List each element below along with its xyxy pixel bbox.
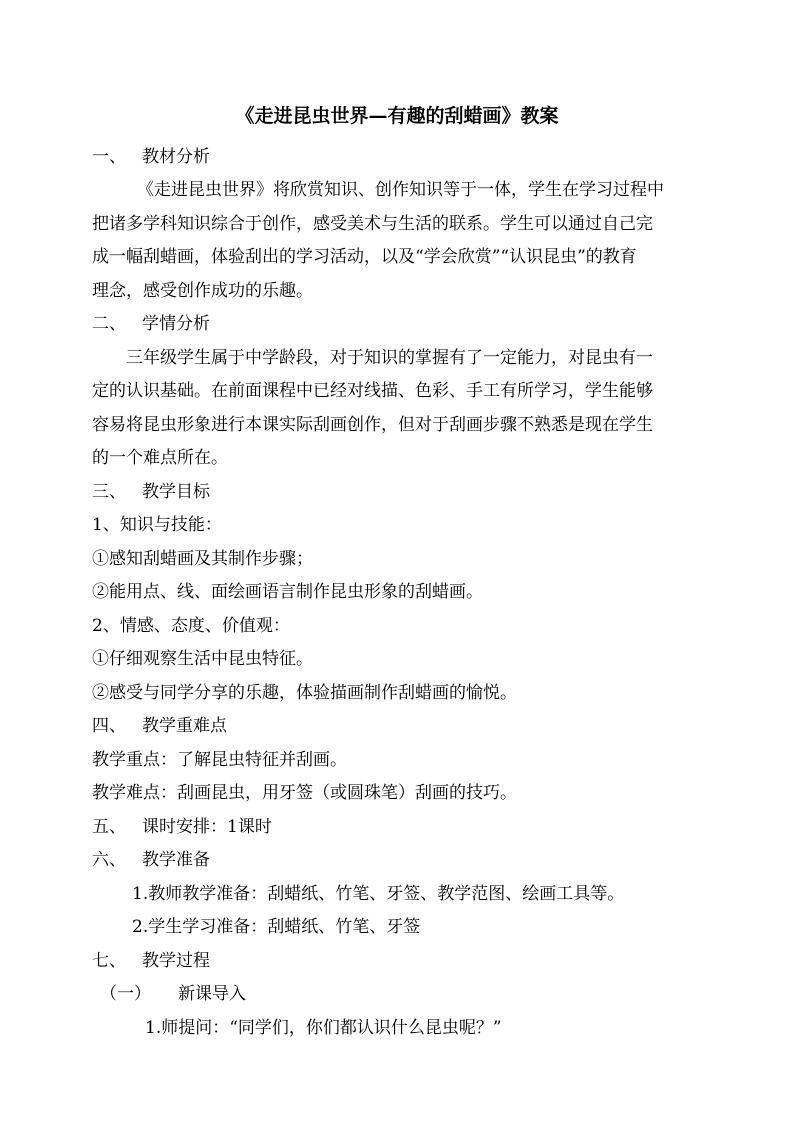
- section-heading-1: [92, 147, 210, 167]
- section-number: 一、: [92, 147, 126, 167]
- paragraph-line: 成一幅刮蜡画，体验刮出的学习活动，以及“学会欣赏”“认识昆虫”的教育: [92, 247, 637, 267]
- section-title: 教材分析: [142, 147, 210, 167]
- section-title: 教学重难点: [142, 716, 227, 736]
- paragraph-line: 容易将昆虫形象进行本课实际刮画创作，但对于刮画步骤不熟悉是现在学生: [92, 415, 653, 435]
- section-number: 四、: [92, 716, 126, 736]
- section-number: 二、: [92, 314, 126, 334]
- paragraph-line: 理念，感受创作成功的乐趣。: [92, 281, 313, 301]
- subsection-title: 新课导入: [178, 984, 246, 1004]
- section-title: 教学目标: [142, 482, 210, 502]
- section-number: 六、: [92, 850, 126, 870]
- goal-line: ①感知刮蜡画及其制作步骤；: [92, 549, 313, 569]
- section-title: 学情分析: [142, 314, 210, 334]
- paragraph-line: 把诸多学科知识综合于创作，感受美术与生活的联系。学生可以通过自己完: [92, 214, 653, 234]
- key-point-line: 教学重点：了解昆虫特征并刮画。: [92, 750, 347, 770]
- goal-line: 1、知识与技能：: [92, 515, 222, 535]
- paragraph-line: 《走进昆虫世界》将欣赏知识、创作知识等于一体，学生在学习过程中: [137, 180, 664, 200]
- goal-line: 2、情感、态度、价值观：: [92, 616, 290, 636]
- document-title: 《走进昆虫世界—有趣的刮蜡画》教案: [235, 105, 559, 127]
- subsection-number: （一）: [100, 984, 151, 1004]
- section-heading-3: [92, 482, 210, 502]
- section-heading-6: [92, 850, 210, 870]
- section-heading-4: [92, 716, 227, 736]
- key-point-line: 教学难点：刮画昆虫，用牙签（或圆珠笔）刮画的技巧。: [92, 783, 517, 803]
- preparation-line: 2.学生学习准备：刮蜡纸、竹笔、牙签: [132, 917, 421, 937]
- preparation-line: 1.教师教学准备：刮蜡纸、竹笔、牙签、教学范图、绘画工具等。: [132, 884, 625, 904]
- section-heading-7: [92, 951, 210, 971]
- goal-line: ②能用点、线、面绘画语言制作昆虫形象的刮蜡画。: [92, 582, 483, 602]
- goal-line: ②感受与同学分享的乐趣，体验描画制作刮蜡画的愉悦。: [92, 683, 517, 703]
- section-heading-5: [92, 817, 272, 837]
- section-title: 课时安排：1课时: [142, 817, 272, 837]
- section-title: 教学过程: [142, 951, 210, 971]
- paragraph-line: 三年级学生属于中学龄段，对于知识的掌握有了一定能力，对昆虫有一: [126, 348, 653, 368]
- section-title: 教学准备: [142, 850, 210, 870]
- subsection-heading: [100, 984, 246, 1004]
- paragraph-line: 定的认识基础。在前面课程中已经对线描、色彩、手工有所学习，学生能够: [92, 381, 653, 401]
- section-heading-2: [92, 314, 210, 334]
- paragraph-line: 的一个难点所在。: [92, 448, 228, 468]
- section-number: 三、: [92, 482, 126, 502]
- section-number: 七、: [92, 951, 126, 971]
- process-step-line: 1.师提问：“同学们，你们都认识什么昆虫呢？”: [145, 1018, 502, 1038]
- section-number: 五、: [92, 817, 126, 837]
- goal-line: ①仔细观察生活中昆虫特征。: [92, 649, 313, 669]
